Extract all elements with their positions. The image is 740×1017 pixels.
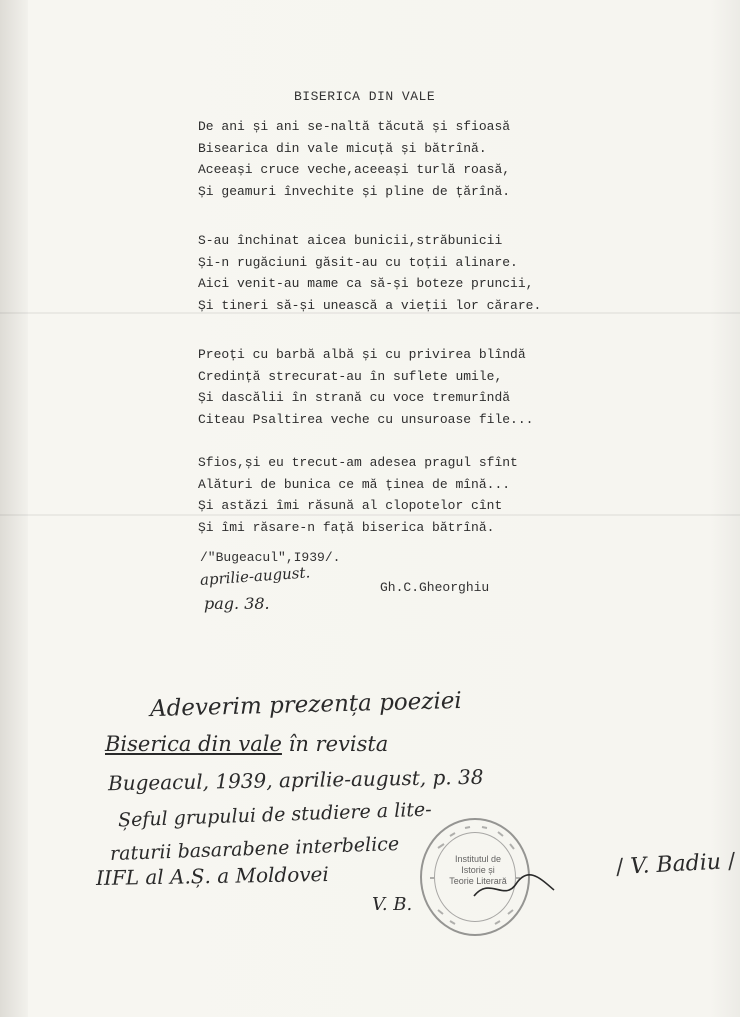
note-line-6: IIFL al A.Ș. a Moldovei [95, 861, 329, 891]
handwritten-certification [60, 687, 736, 948]
poem-line: Și astăzi îmi răsună al clopotelor cînt [198, 498, 503, 513]
poem-line: Preoți cu barbă albă și cu privirea blîndă [198, 347, 526, 362]
note-line-4: Șeful grupului de studiere a lite- [117, 798, 432, 832]
poem-line: Și tineri să-și unească a vieții lor cărare. [198, 297, 542, 313]
source-typed: /"Bugeacul",I939/. [200, 550, 341, 565]
note-poem-title: Biserica din vale [105, 732, 282, 756]
poem-line: Și-n rugăciuni găsit-au cu toții alinare. [198, 254, 518, 270]
poem-line: Alături de bunica ce mă ținea de mînă... [198, 476, 511, 492]
poem-title: BISERICA DIN VALE [294, 89, 436, 104]
poem-line: Și geamuri învechite și pline de țărînă. [198, 183, 511, 199]
source-handwritten-months: aprilie-august. [199, 563, 311, 589]
paper-edge-shadow [0, 0, 28, 1017]
note-signature-name: / V. Badiu / [615, 848, 736, 881]
note-line-1: Adeverim prezența poeziei [149, 687, 463, 723]
source-handwritten-page: pag. 38. [204, 594, 270, 613]
note-line-5: raturii basarabene interbelice [109, 832, 400, 866]
poem-line: Citeau Psaltirea veche cu unsuroase file... [198, 411, 534, 427]
stamp-text: Institutul de Istorie și Teorie Literară [449, 854, 507, 886]
note-line-3: Bugeacul, 1939, aprilie-august, p. 38 [107, 764, 484, 796]
poem-author: Gh.C.Gheorghiu [380, 580, 490, 595]
stanza-4 [198, 452, 518, 538]
source-citation [200, 550, 340, 565]
signature-flourish [470, 868, 560, 908]
note-line-2 [105, 732, 388, 756]
poem-line: Aici venit-au mame ca să-și boteze pruncii, [198, 276, 534, 291]
poem-line: Bisearica din vale micuță și bătrînă. [198, 140, 487, 156]
poem-line: De ani și ani se-naltă tăcută și sfioasă [198, 119, 511, 134]
poem-line: Și dascălii în strană cu voce tremurîndă [198, 390, 511, 405]
poem-line: Aceeași cruce veche,aceeași turlă roasă, [198, 162, 511, 177]
note-initials: V. B. [372, 894, 413, 915]
stanza-1 [198, 116, 510, 202]
stanza-3 [198, 344, 533, 430]
note-line-2-rest: în revista [281, 732, 389, 756]
poem-line: S-au închinat aicea bunicii,străbunicii [198, 233, 503, 248]
stanza-2 [198, 230, 541, 316]
poem-line: Credință strecurat-au în suflete umile, [198, 368, 503, 384]
poem-line: Și îmi răsare-n față biserica bătrînă. [198, 519, 495, 535]
poem-line: Sfios,și eu trecut-am adesea pragul sfînt [198, 455, 518, 470]
signer-name: V. Badiu [629, 849, 722, 880]
